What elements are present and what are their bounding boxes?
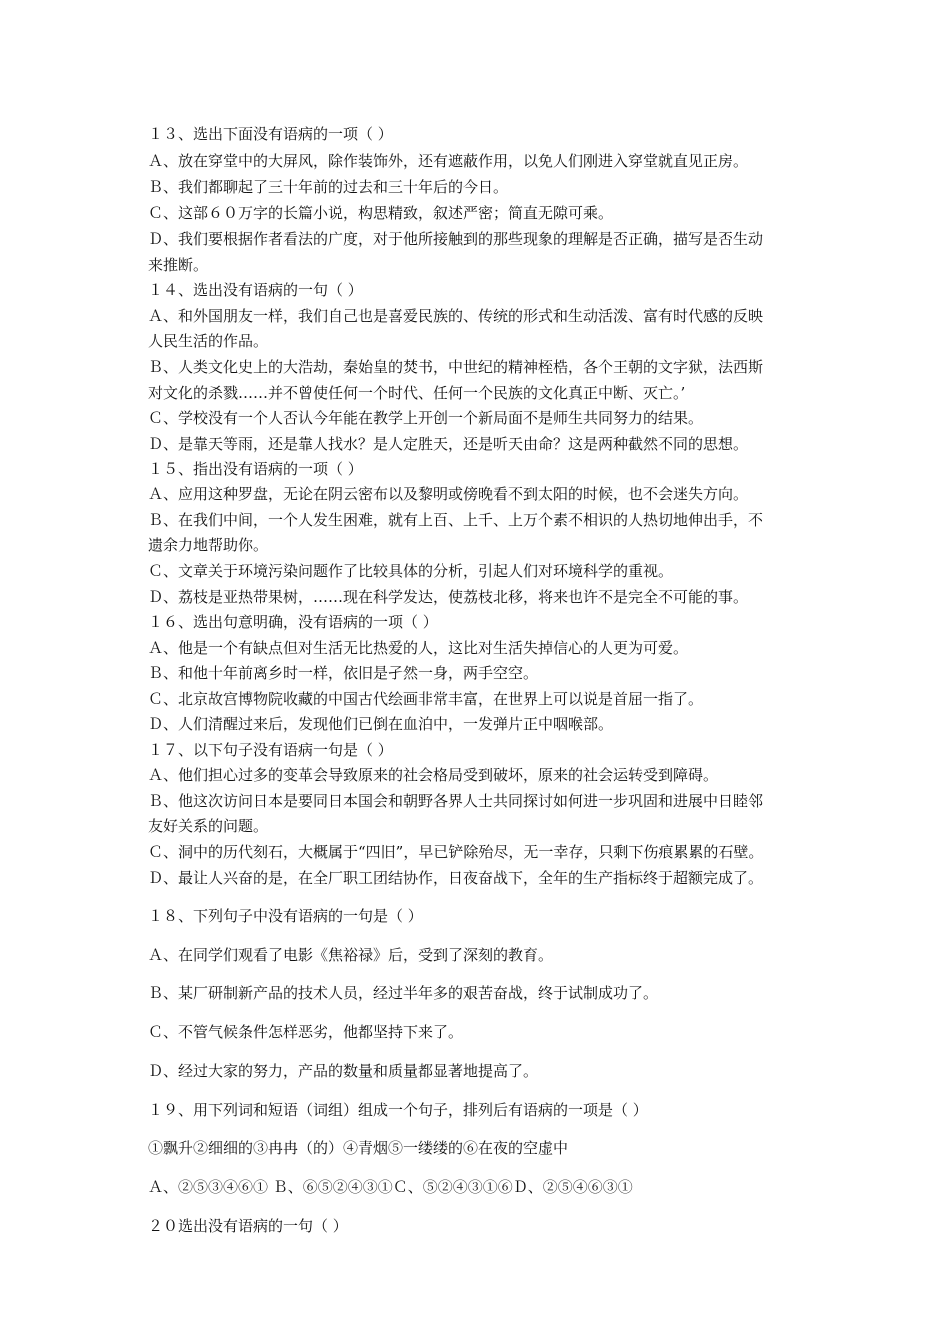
question-13-option-d: Ｄ、我们要根据作者看法的广度，对于他所接触到的那些现象的理解是否正确，描写是否生动 — [148, 230, 764, 248]
question-17-option-c: Ｃ、洞中的历代刻石，大概属于“四旧”，早已铲除殆尽，无一幸存，只剩下伤痕累累的石壁。 — [148, 843, 764, 861]
question-14-option-a-cont: 人民生活的作品。 — [148, 332, 269, 350]
question-14-stem: １４、选出没有语病的一句（ ） — [148, 281, 363, 299]
question-16-option-a: Ａ、他是一个有缺点但对生活无比热爱的人，这比对生活失掉信心的人更为可爱。 — [148, 639, 689, 657]
question-14-option-c: Ｃ、学校没有一个人否认今年能在教学上开创一个新局面不是师生共同努力的结果。 — [148, 409, 704, 427]
question-19-options: Ａ、②⑤③④⑥① Ｂ、⑥⑤②④③①Ｃ、⑤②④③①⑥Ｄ、②⑤④⑥③① — [148, 1178, 633, 1196]
question-13-option-b: Ｂ、我们都聊起了三十年前的过去和三十年后的今日。 — [148, 178, 509, 196]
question-13-stem: １３、选出下面没有语病的一项（ ） — [148, 125, 393, 143]
question-16-stem: １６、选出句意明确，没有语病的一项（ ） — [148, 613, 438, 631]
question-15-stem: １５、指出没有语病的一项（ ） — [148, 460, 363, 478]
question-18-option-c: Ｃ、不管气候条件怎样恶劣，他都坚持下来了。 — [148, 1023, 464, 1041]
question-15-option-b-cont: 遗余力地帮助你。 — [148, 536, 269, 554]
question-17-stem: １７、以下句子没有语病一句是（ ） — [148, 741, 393, 759]
question-16-option-d: Ｄ、人们清醒过来后，发现他们已倒在血泊中，一发弹片正中咽喉部。 — [148, 715, 614, 733]
question-17-option-b-cont: 友好关系的问题。 — [148, 817, 269, 835]
question-17-option-b: Ｂ、他这次访问日本是要同日本国会和朝野各界人士共同探讨如何进一步巩固和进展中日睦邻 — [148, 792, 764, 810]
question-15-option-c: Ｃ、文章关于环境污染问题作了比较具体的分析，引起人们对环境科学的重视。 — [148, 562, 674, 580]
question-15-option-d: Ｄ、荔枝是亚热带果树，……现在科学发达，使荔枝北移，将来也许不是完全不可能的事。 — [148, 588, 749, 606]
question-14-option-b: Ｂ、人类文化史上的大浩劫，秦始皇的焚书，中世纪的精神桎梏，各个王朝的文字狱，法西斯 — [148, 358, 764, 376]
question-16-option-b: Ｂ、和他十年前离乡时一样，依旧是孑然一身，两手空空。 — [148, 664, 539, 682]
question-14-option-a: Ａ、和外国朋友一样，我们自己也是喜爱民族的、传统的形式和生动活泼、富有时代感的反映 — [148, 307, 764, 325]
question-18-option-d: Ｄ、经过大家的努力，产品的数量和质量都显著地提高了。 — [148, 1062, 539, 1080]
question-15-option-a: Ａ、应用这种罗盘，无论在阴云密布以及黎明或傍晚看不到太阳的时候，也不会迷失方向。 — [148, 485, 749, 503]
question-13-option-c: Ｃ、这部６０万字的长篇小说，构思精致，叙述严密；简直无隙可乘。 — [148, 204, 614, 222]
question-18-stem: １８、下列句子中没有语病的一句是（ ） — [148, 907, 423, 925]
question-18-option-b: Ｂ、某厂研制新产品的技术人员，经过半年多的艰苦奋战，终于试制成功了。 — [148, 984, 659, 1002]
question-17-option-a: Ａ、他们担心过多的变革会导致原来的社会格局受到破坏，原来的社会运转受到障碍。 — [148, 766, 719, 784]
question-19-stem: １９、用下列词和短语（词组）组成一个句子，排列后有语病的一项是（ ） — [148, 1101, 648, 1119]
question-15-option-b: Ｂ、在我们中间，一个人发生困难，就有上百、上千、上万个素不相识的人热切地伸出手，不 — [148, 511, 764, 529]
question-13-option-a: Ａ、放在穿堂中的大屏风，除作装饰外，还有遮蔽作用，以免人们刚进入穿堂就直见正房。 — [148, 152, 749, 170]
question-13-option-d-cont: 来推断。 — [148, 256, 209, 274]
question-18-option-a: Ａ、在同学们观看了电影《焦裕禄》后，受到了深刻的教育。 — [148, 946, 554, 964]
question-14-option-b-cont: 对文化的杀戮……并不曾使任何一个时代、任何一个民族的文化真正中断、灭亡。’ — [148, 384, 686, 402]
question-19-word-list: ①飘升②细细的③冉冉（的）④青烟⑤一缕缕的⑥在夜的空虚中 — [148, 1139, 569, 1157]
question-14-option-d: Ｄ、是靠天等雨，还是靠人找水？是人定胜天，还是听天由命？这是两种截然不同的思想。 — [148, 435, 749, 453]
question-20-stem: ２０选出没有语病的一句（ ） — [148, 1217, 348, 1235]
question-16-option-c: Ｃ、北京故宫博物院收藏的中国古代绘画非常丰富，在世界上可以说是首屈一指了。 — [148, 690, 704, 708]
question-17-option-d: Ｄ、最让人兴奋的是，在全厂职工团结协作，日夜奋战下，全年的生产指标终于超额完成了。 — [148, 869, 764, 887]
